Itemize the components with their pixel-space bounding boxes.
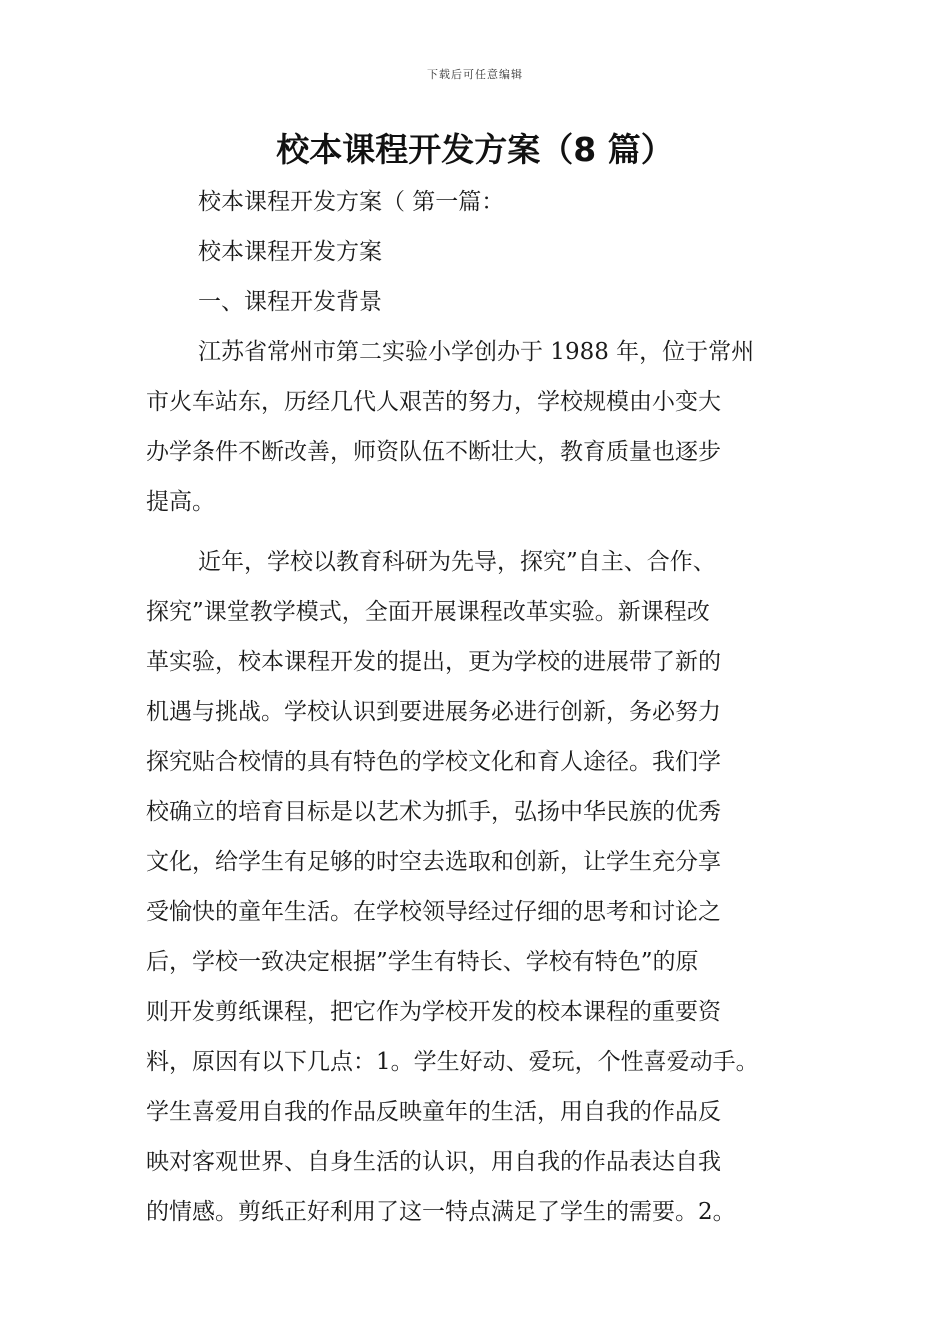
text-line: 则开发剪纸课程，把它作为学校开发的校本课程的重要资 [146, 999, 721, 1025]
text-line: 料，原因有以下几点：1。学生好动、爱玩，个性喜爱动手。 [146, 1049, 759, 1075]
text-line: 提高。 [146, 489, 215, 515]
document-title: 校本课程开发方案（8 篇） [276, 130, 674, 169]
page-header-note: 下载后可任意编辑 [427, 68, 523, 81]
text-line: 文化，给学生有足够的时空去选取和创新，让学生充分享 [146, 849, 721, 875]
text-line: 近年，学校以教育科研为先导，探究”自主、合作、 [198, 549, 716, 575]
text-line: 学生喜爱用自我的作品反映童年的生活，用自我的作品反 [146, 1099, 721, 1125]
text-line: 后，学校一致决定根据”学生有特长、学校有特色”的原 [146, 949, 699, 975]
text-line: 校本课程开发方案 [198, 239, 382, 265]
text-line: 探究贴合校情的具有特色的学校文化和育人途径。我们学 [146, 749, 721, 775]
text-line: 机遇与挑战。学校认识到要进展务必进行创新，务必努力 [146, 699, 721, 725]
text-line: 映对客观世界、自身生活的认识，用自我的作品表达自我 [146, 1149, 721, 1175]
paragraph-gap [146, 527, 816, 537]
text-line: 革实验，校本课程开发的提出，更为学校的进展带了新的 [146, 649, 721, 675]
text-line: 办学条件不断改善，师资队伍不断壮大，教育质量也逐步 [146, 439, 721, 465]
text-line: 市火车站东，历经几代人艰苦的努力，学校规模由小变大 [146, 389, 721, 415]
text-line: 受愉快的童年生活。在学校领导经过仔细的思考和讨论之 [146, 899, 721, 925]
text-line: 校本课程开发方案（ 第一篇： [198, 189, 505, 215]
text-line: 的情感。剪纸正好利用了这一特点满足了学生的需要。2。 [146, 1199, 736, 1225]
document-body [146, 177, 816, 1237]
text-line: 探究”课堂教学模式，全面开展课程改革实验。新课程改 [146, 599, 710, 625]
text-line: 江苏省常州市第二实验小学创办于 1988 年，位于常州 [198, 339, 755, 365]
text-line: 校确立的培育目标是以艺术为抓手，弘扬中华民族的优秀 [146, 799, 721, 825]
text-line: 一、课程开发背景 [198, 289, 382, 315]
